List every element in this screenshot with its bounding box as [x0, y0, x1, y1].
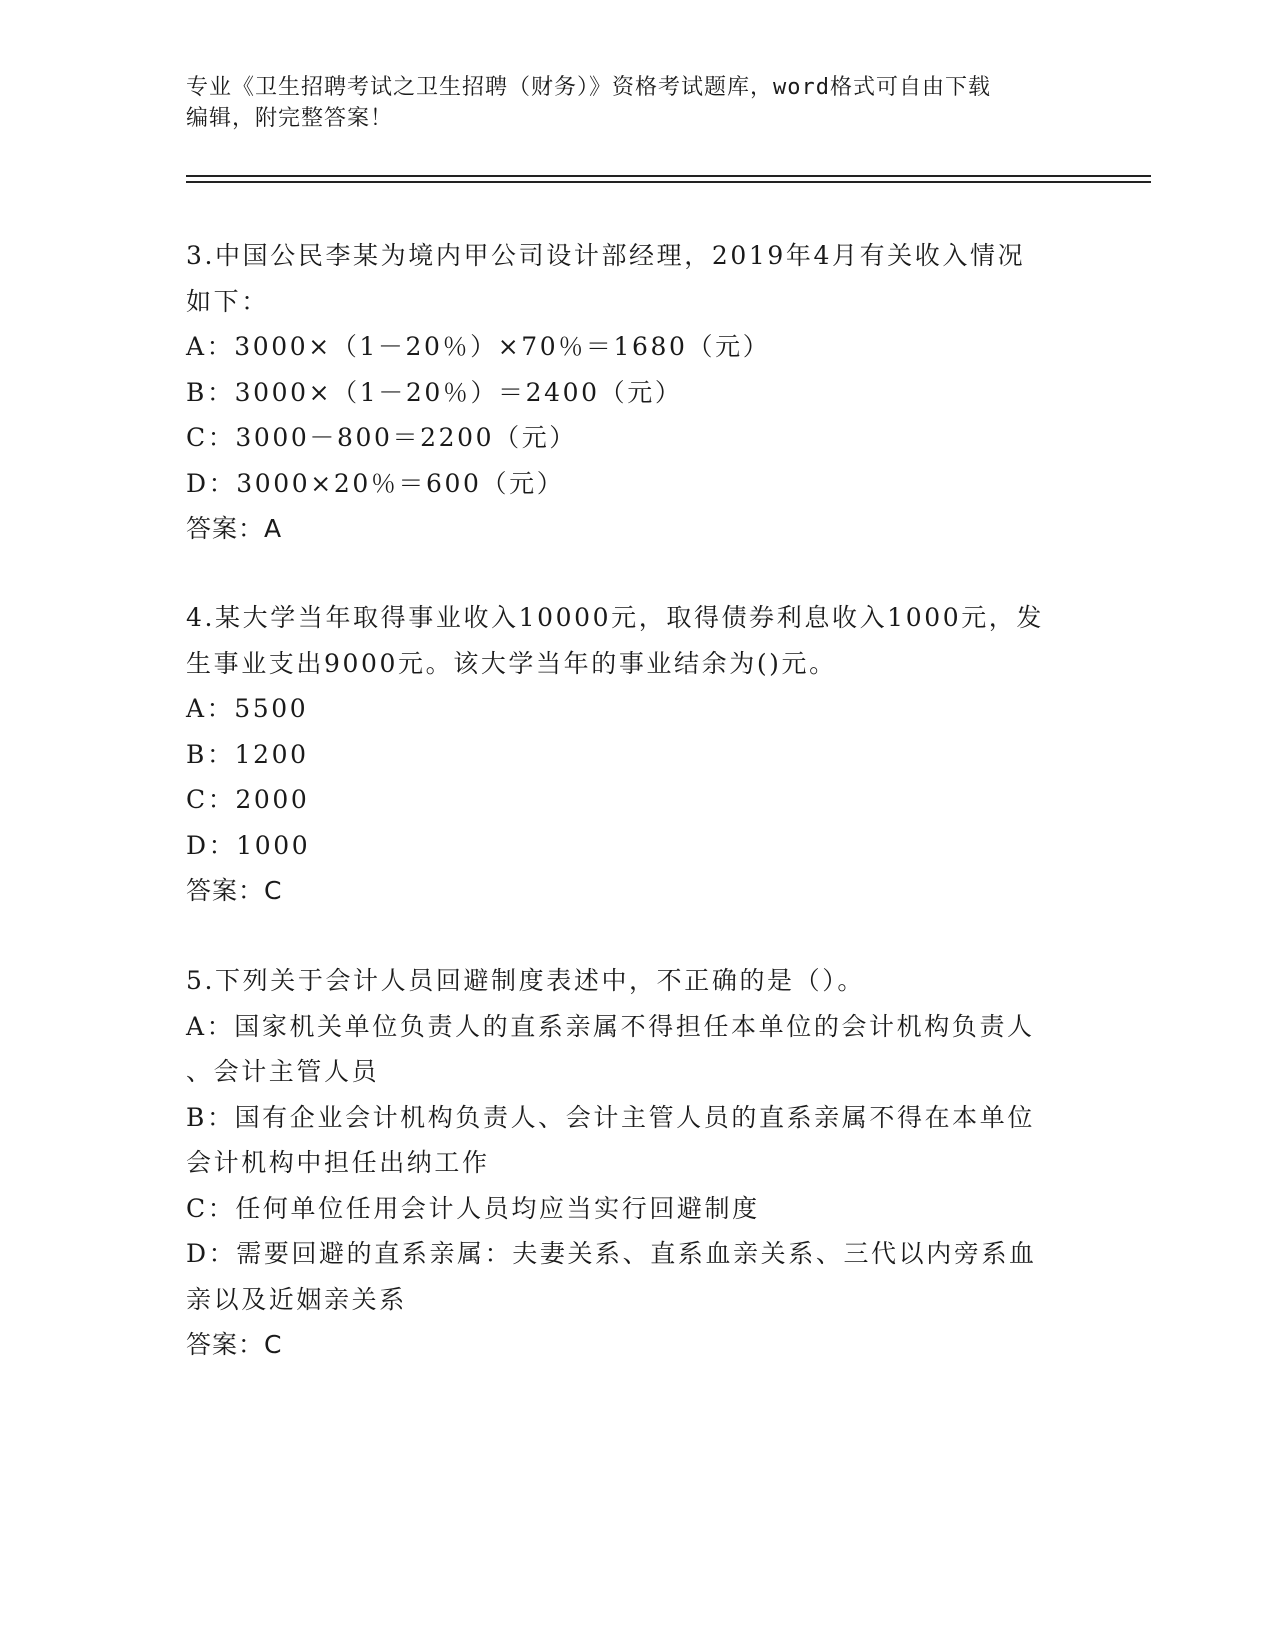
header-line-1: 专业《卫生招聘考试之卫生招聘（财务）》资格考试题库，word格式可自由下载 — [186, 75, 991, 100]
option-a-continued: 、会计主管人员 — [186, 1057, 380, 1086]
question-stem: 生事业支出9000元。该大学当年的事业结余为()元。 — [186, 648, 837, 678]
option-a: A：国家机关单位负责人的直系亲属不得担任本单位的会计机构负责人 — [186, 1011, 1035, 1041]
answer: 答案：A — [186, 514, 283, 543]
option-b-continued: 会计机构中担任出纳工作 — [186, 1148, 490, 1177]
header-line-2: 编辑，附完整答案！ — [186, 106, 394, 131]
document-header — [186, 72, 1066, 134]
header-divider-bottom — [186, 181, 1151, 183]
answer: 答案：C — [186, 1330, 283, 1359]
option-c: C：2000 — [186, 785, 310, 814]
question-4 — [186, 595, 1076, 914]
question-stem: 如下： — [186, 286, 269, 316]
option-a: A：5500 — [186, 694, 309, 723]
option-b: B：1200 — [186, 739, 309, 769]
option-b: B：3000×（1－20％）＝2400（元） — [186, 377, 683, 407]
option-c: C：3000－800＝2200（元） — [186, 423, 577, 452]
question-stem: 5.下列关于会计人员回避制度表述中，不正确的是（）。 — [186, 966, 865, 995]
header-divider-top — [186, 175, 1151, 177]
option-b: B：国有企业会计机构负责人、会计主管人员的直系亲属不得在本单位 — [186, 1102, 1035, 1132]
option-d: D：需要回避的直系亲属：夫妻关系、直系血亲关系、三代以内旁系血 — [186, 1239, 1037, 1268]
question-stem: 3.中国公民李某为境内甲公司设计部经理，2019年4月有关收入情况 — [186, 241, 1026, 270]
option-c: C：任何单位任用会计人员均应当实行回避制度 — [186, 1193, 760, 1223]
option-d-continued: 亲以及近姻亲关系 — [186, 1284, 407, 1314]
question-stem: 4.某大学当年取得事业收入10000元，取得债券利息收入1000元，发 — [186, 603, 1045, 632]
option-d: D：1000 — [186, 830, 311, 860]
answer: 答案：C — [186, 876, 283, 905]
option-a: A：3000×（1－20％）×70％＝1680（元） — [186, 332, 771, 361]
question-5 — [186, 958, 1076, 1368]
option-d: D：3000×20％＝600（元） — [186, 468, 565, 498]
question-3 — [186, 233, 1076, 552]
